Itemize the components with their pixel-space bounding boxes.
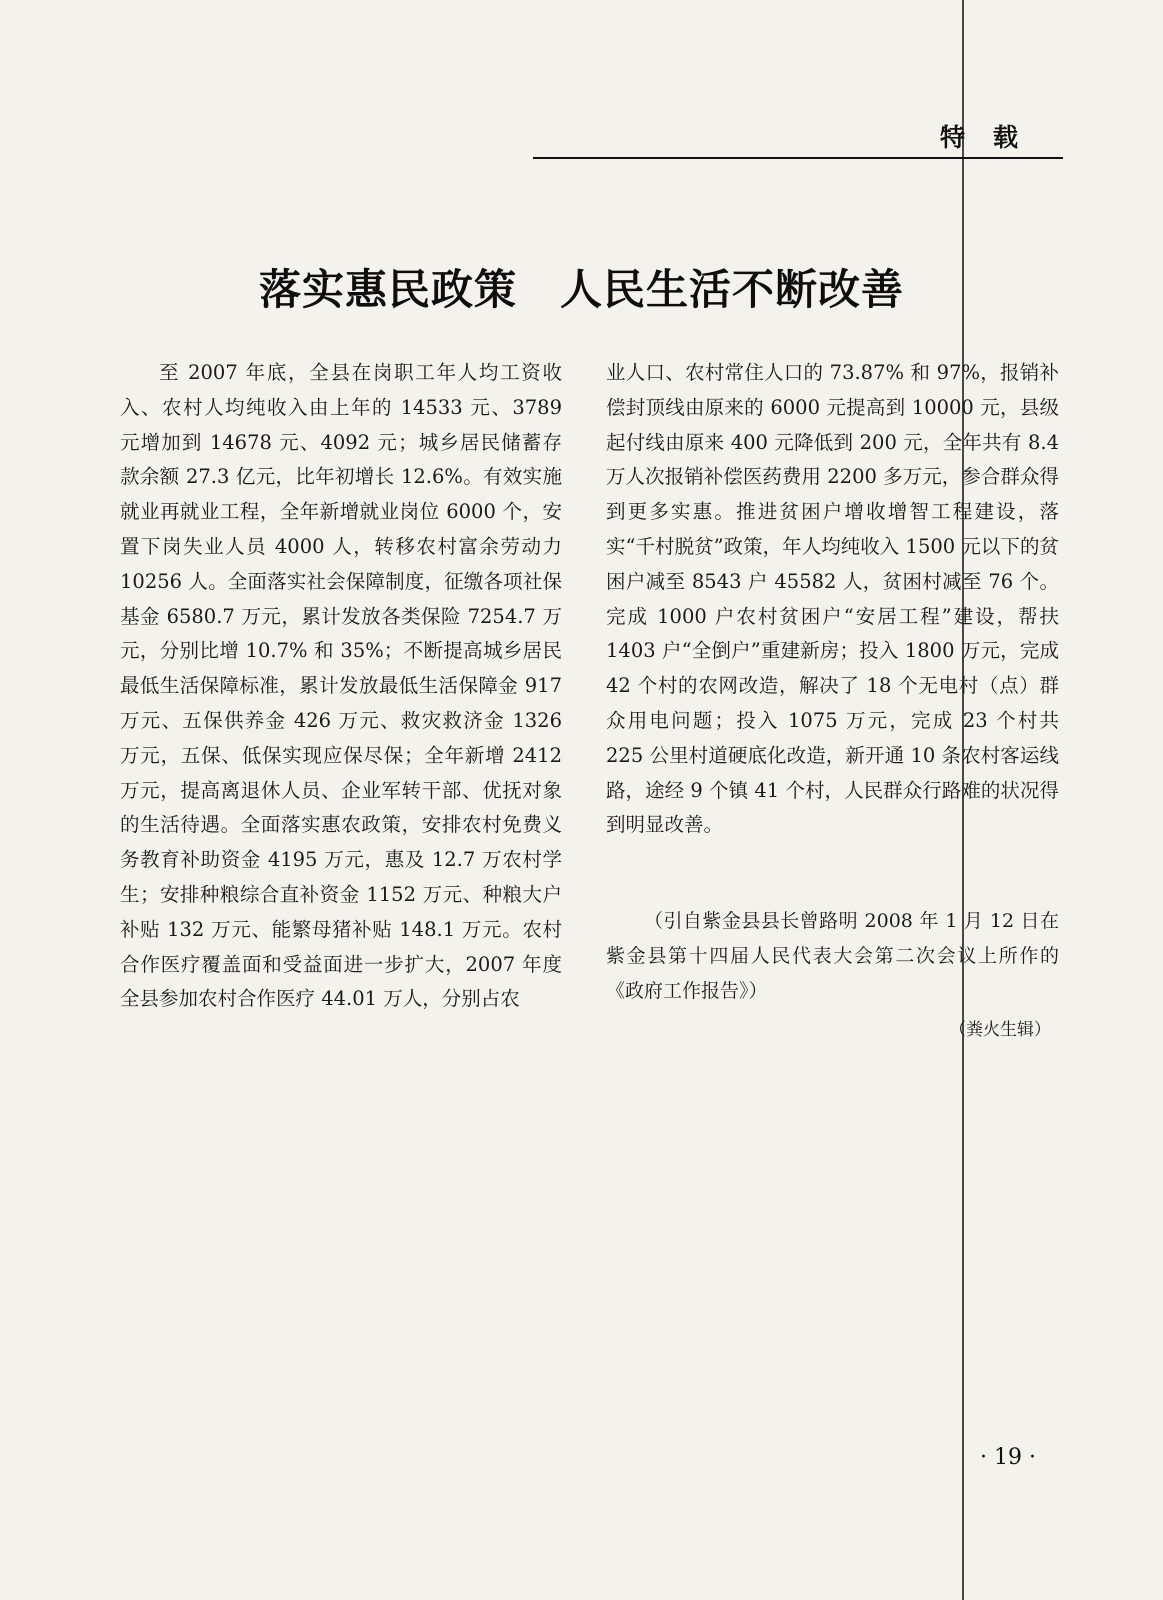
body-paragraph-left: 至 2007 年底，全县在岗职工年人均工资收入、农村人均纯收入由上年的 14533 元、3789 元增加到 14678 元、4092 元；城乡居民储蓄存款余额 27.3 亿元，比年初增长 12.6%。有效实施就业再就业工程，全年新增就业岗位 6000 个，安置下岗失业人员 4000 人，转移农村富余劳动力 10256 人。全面落实社会保障制度，征缴各项社保基金 6580.7 万元，累计发放各类保险 7254.7 万元，分别比增 10.7% 和 35%；不断提高城乡居民最低生活保障标准，累计发放最低生活保障金 917 万元、五保供养金 426 万元、救灾救济金 1326 万元，五保、低保实现应保尽保；全年新增 2412 万元，提高离退休人员、企业军转干部、优抚对象的生活待遇。全面落实惠农政策，安排农村免费义务教育补助资金 4195 万元，惠及 12.7 万农村学生；安排种粮综合直补资金 1152 万元、种粮大户补贴 132 万元、能繁母猪补贴 148.1 万元。农村合作医疗覆盖面和受益面进一步扩大，2007 年度全县参加农村合作医疗 44.01 万人，分别占农	[120, 361, 562, 1011]
source-note: （引自紫金县县长曾路明 2008 年 1 月 12 日在紫金县第十四届人民代表大会第二次会议上所作的《政府工作报告》）	[606, 910, 1059, 1002]
right-column	[606, 356, 1059, 843]
header-rule	[533, 157, 1063, 159]
section-header: 特载	[940, 123, 1047, 152]
left-column	[120, 356, 562, 1017]
article-title: 落实惠民政策 人民生活不断改善	[258, 265, 904, 314]
body-paragraph-right: 业人口、农村常住人口的 73.87% 和 97%，报销补偿封顶线由原来的 6000 元提高到 10000 元，县级起付线由原来 400 元降低到 200 元，全年共有 8.4 万人次报销补偿医药费用 2200 多万元，参合群众得到更多实惠。推进贫困户增收增智工程建设，落实“千村脱贫”政策，年人均纯收入 1500 元以下的贫困户减至 8543 户 45582 人，贫困村减至 76 个。完成 1000 户农村贫困户“安居工程”建设，帮扶 1403 户“全倒户”重建新房；投入 1800 万元，完成 42 个村的农网改造，解决了 18 个无电村（点）群众用电问题；投入 1075 万元，完成 23 个村共 225 公里村道硬底化改造，新开通 10 条农村客运线路，途经 9 个镇 41 个村，人民群众行路难的状况得到明显改善。	[606, 361, 1059, 837]
editor-credit: （粪火生辑）	[949, 1020, 1051, 1040]
page-number: · 19 ·	[980, 1445, 1036, 1470]
